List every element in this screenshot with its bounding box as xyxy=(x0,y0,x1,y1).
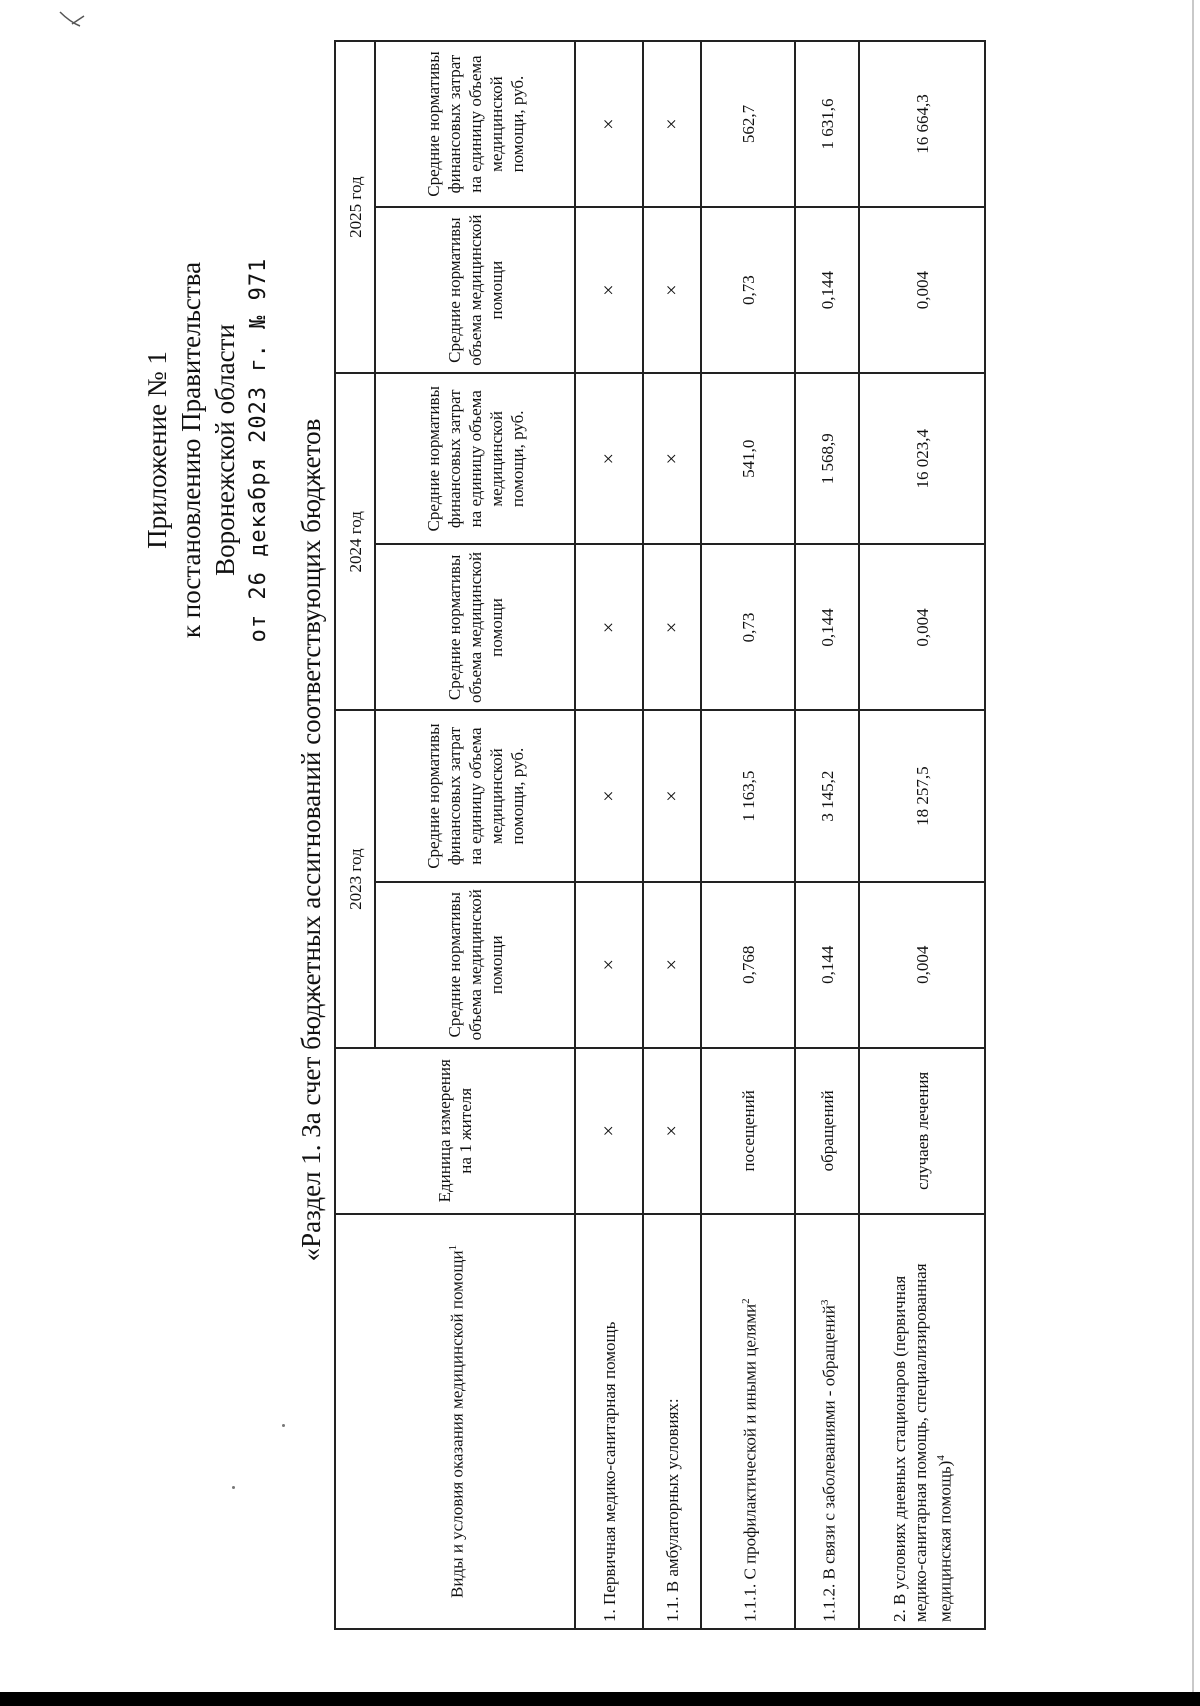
row-kind xyxy=(701,1214,795,1629)
cell-value: 562,7 xyxy=(701,41,795,207)
cell-value: 1 163,5 xyxy=(701,710,795,881)
cell-value: 1 631,6 xyxy=(795,41,859,207)
header-cost: Средние нормативы финансовых затрат на единицу объема медицинской помощи, руб. xyxy=(375,41,575,207)
row-note: 4 xyxy=(934,1455,947,1461)
row-kind xyxy=(575,1214,643,1629)
header-unit: Единица измерения на 1 жителя xyxy=(335,1048,575,1214)
scan-edge xyxy=(1192,0,1194,1706)
row-kind xyxy=(795,1214,859,1629)
cell-value: 0,768 xyxy=(701,882,795,1048)
cell-value: 0,73 xyxy=(701,207,795,373)
cell-value: 0,73 xyxy=(701,544,795,710)
table-row xyxy=(795,41,859,1629)
cell-value: 3 145,2 xyxy=(795,710,859,881)
norms-table xyxy=(334,40,986,1630)
header-cost: Средние нормативы финансовых затрат на единицу объема медицинской помощи, руб. xyxy=(375,373,575,544)
row-kind-text: 1.1.1. С профилактической и иными целями xyxy=(740,1303,760,1622)
cell-value: 0,004 xyxy=(859,207,985,373)
cell-value: × xyxy=(575,207,643,373)
section-title: «Раздел 1. За счет бюджетных ассигнований соответствующих бюджетов xyxy=(296,418,326,1262)
table-row xyxy=(859,41,985,1629)
appendix-heading xyxy=(140,100,276,800)
row-kind xyxy=(643,1214,701,1629)
scan-border xyxy=(0,1692,1200,1706)
header-volume: Средние нормативы объема медицинской помощи xyxy=(375,544,575,710)
table-row xyxy=(701,41,795,1629)
cell-value: 541,0 xyxy=(701,373,795,544)
cell-value: × xyxy=(643,41,701,207)
appendix-date: от 26 декабря 2023 г. № 971 xyxy=(246,257,271,643)
cell-value: 0,144 xyxy=(795,882,859,1048)
appendix-region: Воронежской области xyxy=(210,324,240,576)
header-kinds-note: 1 xyxy=(446,1244,459,1251)
cell-value: 1 568,9 xyxy=(795,373,859,544)
appendix-resolution: к постановлению Правительства xyxy=(176,261,206,639)
cell-value: × xyxy=(643,710,701,881)
table-row xyxy=(643,41,701,1629)
header-kinds-text: Виды и условия оказания медицинской помощи xyxy=(447,1250,467,1598)
cell-value: × xyxy=(575,882,643,1048)
cell-value: × xyxy=(575,41,643,207)
row-kind-text: 1.1.2. В связи с заболеваниями - обращений xyxy=(819,1305,839,1622)
cell-value: 18 257,5 xyxy=(859,710,985,881)
cell-value: × xyxy=(643,373,701,544)
row-kind-text: 1. Первичная медико-санитарная помощь xyxy=(599,1321,619,1622)
appendix-title: Приложение № 1 xyxy=(142,351,172,549)
header-year-2023: 2023 год xyxy=(335,710,375,1047)
row-unit: × xyxy=(575,1048,643,1214)
header-volume: Средние нормативы объема медицинской помощи xyxy=(375,882,575,1048)
row-unit: обращений xyxy=(795,1048,859,1214)
cell-value: × xyxy=(575,710,643,881)
cell-value: 0,004 xyxy=(859,882,985,1048)
row-unit: посещений xyxy=(701,1048,795,1214)
row-unit: × xyxy=(643,1048,701,1214)
cell-value: 0,144 xyxy=(795,544,859,710)
cell-value: × xyxy=(643,544,701,710)
cell-value: × xyxy=(575,544,643,710)
header-cost: Средние нормативы финансовых затрат на единицу объема медицинской помощи, руб. xyxy=(375,710,575,881)
row-kind xyxy=(859,1214,985,1629)
header-volume: Средние нормативы объема медицинской помощи xyxy=(375,207,575,373)
row-unit: случаев лечения xyxy=(859,1048,985,1214)
row-kind-text: 2. В условиях дневных стационаров (первичная медико-санитарная помощь, специализированная медицинская помощь) xyxy=(889,1263,955,1622)
row-kind-text: 1.1. В амбулаторных условиях: xyxy=(662,1398,682,1622)
row-note: 3 xyxy=(818,1299,831,1306)
cell-value: × xyxy=(643,882,701,1048)
header-year-2025: 2025 год xyxy=(335,41,375,373)
table-row xyxy=(575,41,643,1629)
cell-value: × xyxy=(575,373,643,544)
scan-mark xyxy=(58,8,88,32)
row-note: 2 xyxy=(739,1298,752,1304)
cell-value: 16 023,4 xyxy=(859,373,985,544)
cell-value: 0,004 xyxy=(859,544,985,710)
rotated-page xyxy=(120,20,1160,1640)
cell-value: × xyxy=(643,207,701,373)
header-kinds xyxy=(335,1214,575,1629)
header-year-2024: 2024 год xyxy=(335,373,375,710)
cell-value: 0,144 xyxy=(795,207,859,373)
cell-value: 16 664,3 xyxy=(859,41,985,207)
